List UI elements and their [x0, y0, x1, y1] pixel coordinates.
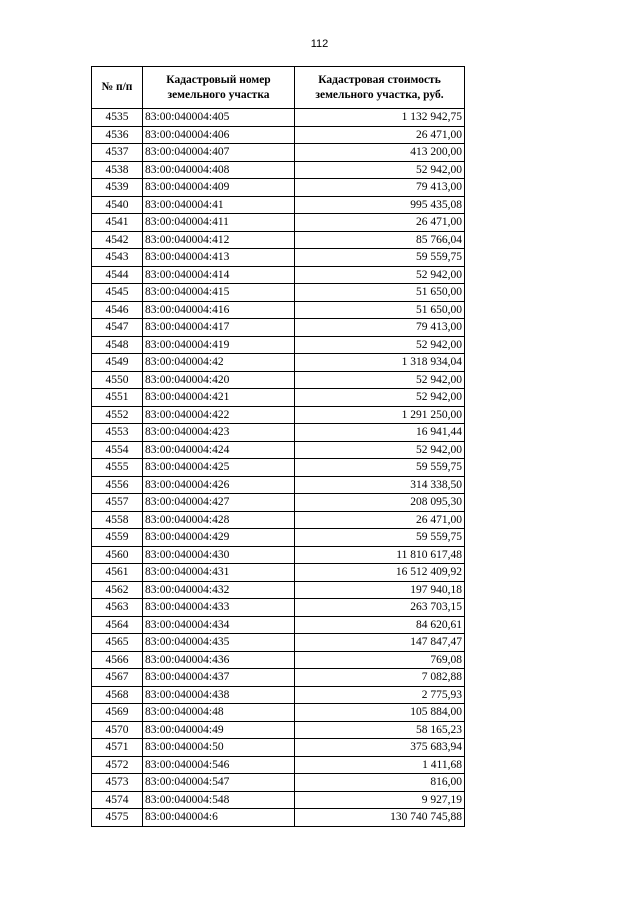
- cadastral-value-cell: 1 291 250,00: [295, 406, 465, 424]
- row-number-cell: 4549: [92, 354, 143, 372]
- cadastral-number-cell: 83:00:040004:422: [143, 406, 295, 424]
- header-cadastral-number: Кадастровый номер земельного участка: [143, 67, 295, 109]
- cadastral-value-cell: 105 884,00: [295, 704, 465, 722]
- row-number-cell: 4573: [92, 774, 143, 792]
- table-row: [92, 126, 465, 144]
- cadastral-number-cell: 83:00:040004:424: [143, 441, 295, 459]
- header-cadastral-value: Кадастровая стоимость земельного участка, руб.: [295, 67, 465, 109]
- header-row-number: № п/п: [92, 67, 143, 109]
- row-number-cell: 4545: [92, 284, 143, 302]
- table-row: [92, 179, 465, 197]
- cadastral-value-cell: 2 775,93: [295, 686, 465, 704]
- table-row: [92, 214, 465, 232]
- page-number: 112: [310, 38, 329, 50]
- row-number-cell: 4553: [92, 424, 143, 442]
- row-number-cell: 4572: [92, 756, 143, 774]
- table-row: [92, 564, 465, 582]
- table-row: [92, 406, 465, 424]
- table-row: [92, 494, 465, 512]
- row-number-cell: 4563: [92, 599, 143, 617]
- cadastral-value-cell: 197 940,18: [295, 581, 465, 599]
- cadastral-value-cell: 52 942,00: [295, 266, 465, 284]
- table-row: [92, 459, 465, 477]
- cadastral-value-cell: 375 683,94: [295, 739, 465, 757]
- cadastral-number-cell: 83:00:040004:435: [143, 634, 295, 652]
- table-row: [92, 546, 465, 564]
- cadastral-number-cell: 83:00:040004:437: [143, 669, 295, 687]
- table-row: [92, 774, 465, 792]
- row-number-cell: 4547: [92, 319, 143, 337]
- header-row: [92, 67, 465, 109]
- table-row: [92, 389, 465, 407]
- table-row: [92, 144, 465, 162]
- cadastral-value-cell: 11 810 617,48: [295, 546, 465, 564]
- table-row: [92, 809, 465, 827]
- row-number-cell: 4535: [92, 109, 143, 127]
- cadastral-value-cell: 9 927,19: [295, 791, 465, 809]
- cadastral-value-cell: 58 165,23: [295, 721, 465, 739]
- cadastral-value-cell: 147 847,47: [295, 634, 465, 652]
- table-row: [92, 231, 465, 249]
- cadastral-value-cell: 52 942,00: [295, 441, 465, 459]
- cadastral-value-cell: 26 471,00: [295, 126, 465, 144]
- cadastral-number-cell: 83:00:040004:431: [143, 564, 295, 582]
- cadastral-value-cell: 413 200,00: [295, 144, 465, 162]
- row-number-cell: 4569: [92, 704, 143, 722]
- table-row: [92, 424, 465, 442]
- row-number-cell: 4538: [92, 161, 143, 179]
- cadastral-number-cell: 83:00:040004:48: [143, 704, 295, 722]
- cadastral-value-cell: 52 942,00: [295, 389, 465, 407]
- cadastral-number-cell: 83:00:040004:49: [143, 721, 295, 739]
- cadastral-number-cell: 83:00:040004:411: [143, 214, 295, 232]
- cadastral-value-cell: 79 413,00: [295, 179, 465, 197]
- table-row: [92, 196, 465, 214]
- table-row: [92, 686, 465, 704]
- row-number-cell: 4544: [92, 266, 143, 284]
- row-number-cell: 4554: [92, 441, 143, 459]
- table-row: [92, 756, 465, 774]
- cadastral-number-cell: 83:00:040004:42: [143, 354, 295, 372]
- cadastral-value-cell: 85 766,04: [295, 231, 465, 249]
- table-row: [92, 634, 465, 652]
- cadastral-value-cell: 130 740 745,88: [295, 809, 465, 827]
- row-number-cell: 4539: [92, 179, 143, 197]
- cadastral-number-cell: 83:00:040004:413: [143, 249, 295, 267]
- cadastral-number-cell: 83:00:040004:416: [143, 301, 295, 319]
- table-row: [92, 616, 465, 634]
- cadastral-number-cell: 83:00:040004:546: [143, 756, 295, 774]
- row-number-cell: 4550: [92, 371, 143, 389]
- table-row: [92, 354, 465, 372]
- row-number-cell: 4570: [92, 721, 143, 739]
- cadastral-number-cell: 83:00:040004:433: [143, 599, 295, 617]
- row-number-cell: 4565: [92, 634, 143, 652]
- cadastral-number-cell: 83:00:040004:417: [143, 319, 295, 337]
- row-number-cell: 4551: [92, 389, 143, 407]
- cadastral-number-cell: 83:00:040004:409: [143, 179, 295, 197]
- cadastral-value-cell: 51 650,00: [295, 284, 465, 302]
- cadastral-value-cell: 16 512 409,92: [295, 564, 465, 582]
- cadastral-value-cell: 52 942,00: [295, 371, 465, 389]
- cadastral-number-cell: 83:00:040004:415: [143, 284, 295, 302]
- row-number-cell: 4556: [92, 476, 143, 494]
- cadastral-value-cell: 26 471,00: [295, 511, 465, 529]
- cadastral-value-cell: 52 942,00: [295, 161, 465, 179]
- row-number-cell: 4562: [92, 581, 143, 599]
- cadastral-number-cell: 83:00:040004:429: [143, 529, 295, 547]
- cadastral-value-cell: 816,00: [295, 774, 465, 792]
- table-row: [92, 669, 465, 687]
- table-row: [92, 441, 465, 459]
- cadastral-value-cell: 59 559,75: [295, 529, 465, 547]
- row-number-cell: 4540: [92, 196, 143, 214]
- cadastral-value-cell: 59 559,75: [295, 459, 465, 477]
- cadastral-value-cell: 769,08: [295, 651, 465, 669]
- cadastral-number-cell: 83:00:040004:408: [143, 161, 295, 179]
- cadastral-number-cell: 83:00:040004:438: [143, 686, 295, 704]
- cadastral-number-cell: 83:00:040004:427: [143, 494, 295, 512]
- cadastral-value-cell: 84 620,61: [295, 616, 465, 634]
- row-number-cell: 4555: [92, 459, 143, 477]
- cadastral-number-cell: 83:00:040004:50: [143, 739, 295, 757]
- cadastral-value-cell: 51 650,00: [295, 301, 465, 319]
- table-row: [92, 249, 465, 267]
- table-body: [92, 109, 465, 827]
- cadastral-number-cell: 83:00:040004:405: [143, 109, 295, 127]
- table-header: [92, 67, 465, 109]
- cadastral-number-cell: 83:00:040004:426: [143, 476, 295, 494]
- cadastral-value-cell: 995 435,08: [295, 196, 465, 214]
- row-number-cell: 4552: [92, 406, 143, 424]
- cadastral-value-cell: 314 338,50: [295, 476, 465, 494]
- table-row: [92, 529, 465, 547]
- row-number-cell: 4561: [92, 564, 143, 582]
- row-number-cell: 4560: [92, 546, 143, 564]
- cadastral-value-cell: 1 411,68: [295, 756, 465, 774]
- row-number-cell: 4558: [92, 511, 143, 529]
- row-number-cell: 4546: [92, 301, 143, 319]
- cadastral-number-cell: 83:00:040004:412: [143, 231, 295, 249]
- table-row: [92, 476, 465, 494]
- cadastral-number-cell: 83:00:040004:407: [143, 144, 295, 162]
- cadastral-number-cell: 83:00:040004:430: [143, 546, 295, 564]
- cadastral-value-table: [91, 66, 465, 827]
- cadastral-value-cell: 79 413,00: [295, 319, 465, 337]
- row-number-cell: 4559: [92, 529, 143, 547]
- table-row: [92, 704, 465, 722]
- cadastral-number-cell: 83:00:040004:548: [143, 791, 295, 809]
- table-row: [92, 109, 465, 127]
- cadastral-value-cell: 263 703,15: [295, 599, 465, 617]
- table-row: [92, 791, 465, 809]
- cadastral-number-cell: 83:00:040004:423: [143, 424, 295, 442]
- cadastral-number-cell: 83:00:040004:420: [143, 371, 295, 389]
- row-number-cell: 4575: [92, 809, 143, 827]
- cadastral-number-cell: 83:00:040004:425: [143, 459, 295, 477]
- row-number-cell: 4543: [92, 249, 143, 267]
- cadastral-number-cell: 83:00:040004:419: [143, 336, 295, 354]
- row-number-cell: 4548: [92, 336, 143, 354]
- row-number-cell: 4567: [92, 669, 143, 687]
- row-number-cell: 4568: [92, 686, 143, 704]
- table-row: [92, 371, 465, 389]
- cadastral-number-cell: 83:00:040004:432: [143, 581, 295, 599]
- table-row: [92, 161, 465, 179]
- cadastral-number-cell: 83:00:040004:41: [143, 196, 295, 214]
- cadastral-number-cell: 83:00:040004:414: [143, 266, 295, 284]
- row-number-cell: 4557: [92, 494, 143, 512]
- row-number-cell: 4566: [92, 651, 143, 669]
- cadastral-value-cell: 208 095,30: [295, 494, 465, 512]
- cadastral-number-cell: 83:00:040004:6: [143, 809, 295, 827]
- cadastral-value-cell: 59 559,75: [295, 249, 465, 267]
- cadastral-number-cell: 83:00:040004:428: [143, 511, 295, 529]
- row-number-cell: 4571: [92, 739, 143, 757]
- cadastral-number-cell: 83:00:040004:547: [143, 774, 295, 792]
- table-row: [92, 651, 465, 669]
- table-row: [92, 266, 465, 284]
- table-row: [92, 511, 465, 529]
- cadastral-number-cell: 83:00:040004:406: [143, 126, 295, 144]
- table-row: [92, 599, 465, 617]
- row-number-cell: 4536: [92, 126, 143, 144]
- cadastral-number-cell: 83:00:040004:421: [143, 389, 295, 407]
- cadastral-value-cell: 7 082,88: [295, 669, 465, 687]
- table-row: [92, 301, 465, 319]
- table-row: [92, 581, 465, 599]
- table-row: [92, 336, 465, 354]
- row-number-cell: 4537: [92, 144, 143, 162]
- row-number-cell: 4564: [92, 616, 143, 634]
- cadastral-value-cell: 1 132 942,75: [295, 109, 465, 127]
- cadastral-number-cell: 83:00:040004:434: [143, 616, 295, 634]
- cadastral-number-cell: 83:00:040004:436: [143, 651, 295, 669]
- table-row: [92, 319, 465, 337]
- row-number-cell: 4541: [92, 214, 143, 232]
- row-number-cell: 4574: [92, 791, 143, 809]
- cadastral-value-cell: 1 318 934,04: [295, 354, 465, 372]
- table-row: [92, 721, 465, 739]
- cadastral-value-cell: 16 941,44: [295, 424, 465, 442]
- cadastral-value-cell: 52 942,00: [295, 336, 465, 354]
- cadastral-value-cell: 26 471,00: [295, 214, 465, 232]
- table-row: [92, 739, 465, 757]
- row-number-cell: 4542: [92, 231, 143, 249]
- table-row: [92, 284, 465, 302]
